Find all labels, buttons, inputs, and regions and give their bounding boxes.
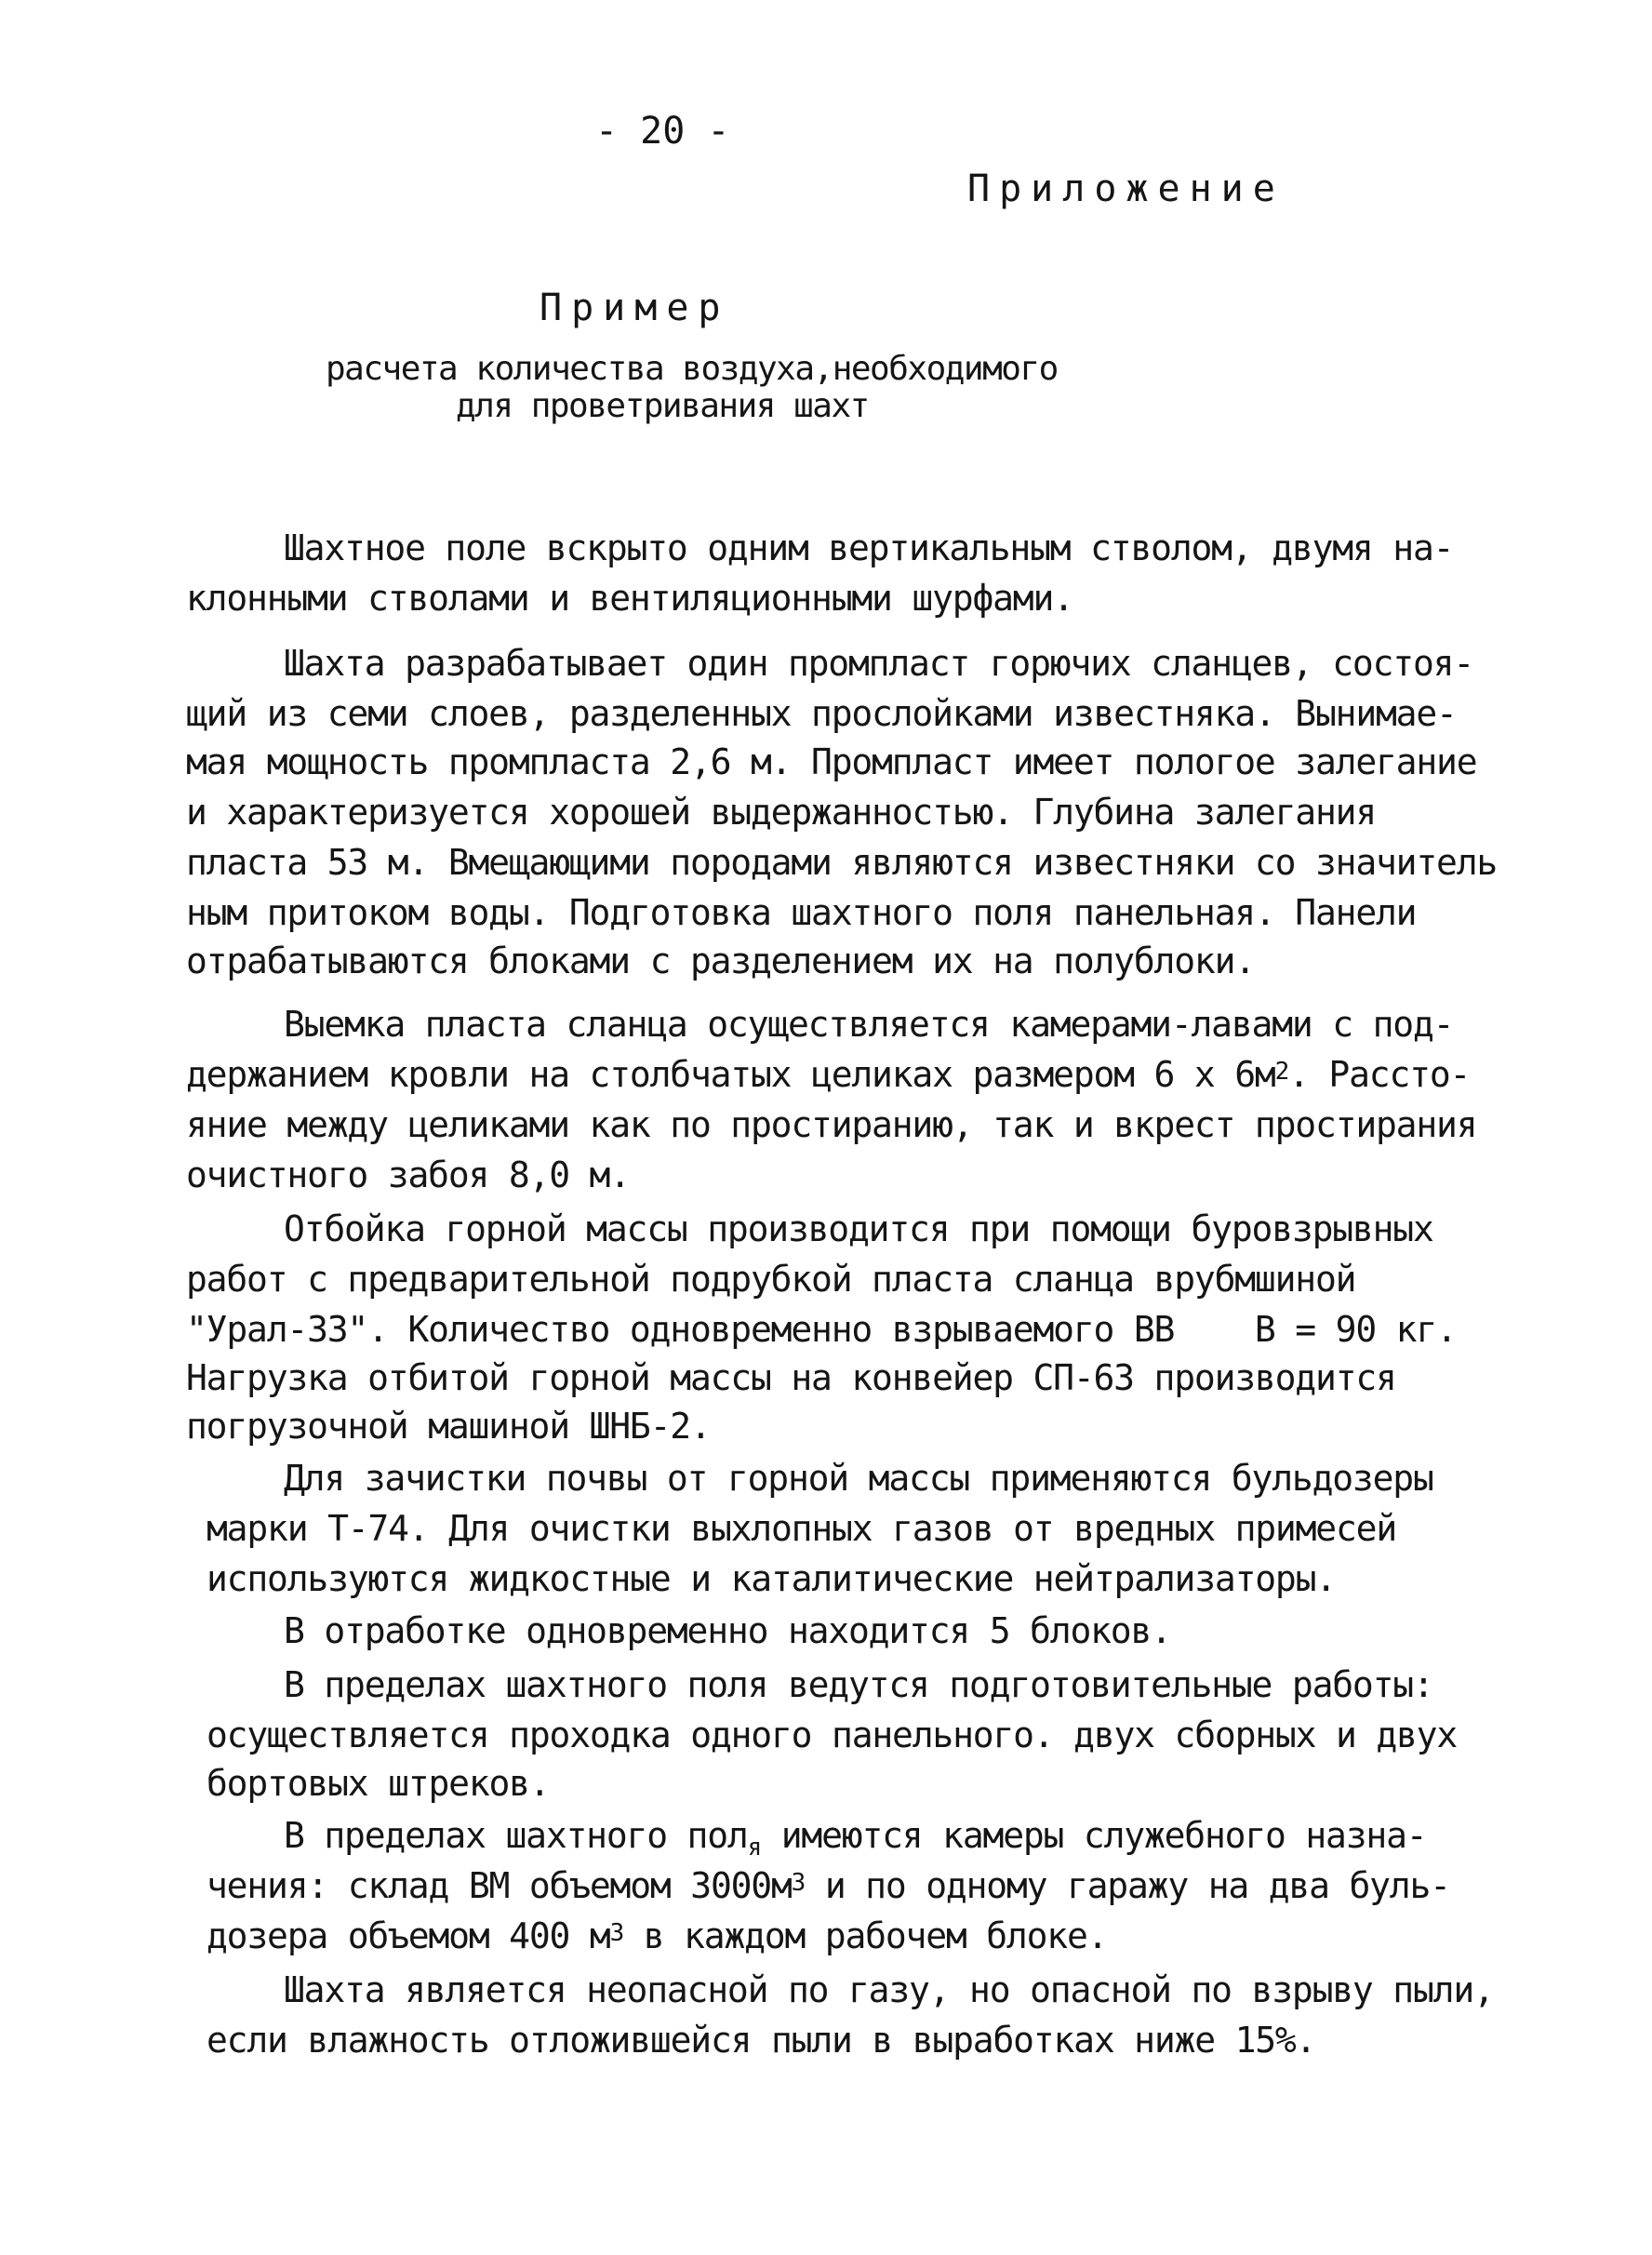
text-line: ным притоком воды. Подготовка шахтного поля панельная. Панели	[186, 892, 1417, 933]
text-line: В отработке одновременно находится 5 блоков.	[284, 1610, 1171, 1651]
text-line: Шахта является неопасной по газу, но опасной по взрыву пыли,	[284, 1969, 1494, 2010]
text-line: "Урал-33". Количество одновременно взрываемого ВВ В = 90 кг.	[186, 1309, 1457, 1350]
text-line: чения: склад ВМ объемом $3000м^3$ и по одному гаражу на два буль-	[206, 1865, 1450, 1906]
text-line: если влажность отложившейся пыли в выработках ниже 15%.	[206, 2020, 1316, 2061]
text-line: В пределах шахтного пол$_я$ имеются камеры служебного назна-	[284, 1815, 1427, 1861]
text-line: Выемка пласта сланца осуществляется камерами-лавами с под-	[284, 1004, 1454, 1045]
text-line: работ с предварительной подрубкой пласта сланца врубмшиной	[186, 1259, 1356, 1300]
text-line: используются жидкостные и каталитические нейтрализаторы.	[206, 1558, 1336, 1599]
text-line: марки Т-74. Для очистки выхлопных газов от вредных примесей	[206, 1508, 1396, 1549]
text-line: бортовых штреков.	[206, 1763, 550, 1804]
text-line: Нагрузка отбитой горной массы на конвейер СП-63 производится	[186, 1357, 1396, 1398]
appendix-title: Приложение	[967, 167, 1285, 210]
text-line: очистного забоя 8,0 м.	[186, 1154, 630, 1195]
text-line: Отбойка горной массы производится при помощи буровзрывных	[284, 1208, 1433, 1249]
text-line: яние между целиками как по простиранию, так и вкрест простирания	[186, 1104, 1477, 1145]
text-line: Шахта разрабатывает один промпласт горючих сланцев, состоя-	[284, 643, 1473, 684]
subtitle-line-1: расчета количества воздуха,необходимого	[326, 350, 1058, 388]
text-line: пласта 53 м. Вмещающими породами являются известняки со значитель	[186, 842, 1498, 883]
text-line: и характеризуется хорошей выдержанностью. Глубина залегания	[186, 792, 1376, 833]
subtitle-line-2: для проветривания шахт	[456, 387, 869, 425]
text-line: Для зачистки почвы от горной массы применяются бульдозеры	[284, 1458, 1433, 1499]
text-line: осуществляется проходка одного панельного. двух сборных и двух	[206, 1715, 1458, 1755]
page-number: - 20 -	[595, 110, 730, 153]
example-heading: Пример	[540, 287, 730, 329]
text-line: В пределах шахтного поля ведутся подготовительные работы:	[284, 1664, 1433, 1705]
text-line: отрабатываются блоками с разделением их на полублоки.	[186, 941, 1255, 981]
text-line: мая мощность промпласта 2,6 м. Промпласт имеет пологое залегание	[186, 741, 1477, 782]
text-line: держанием кровли на столбчатых целиках размером 6 х $6м^2$. Рассто-	[186, 1054, 1471, 1095]
text-line: клонными стволами и вентиляционными шурфами.	[186, 578, 1073, 619]
text-line: погрузочной машиной ШНБ-2.	[186, 1406, 711, 1447]
text-line: Шахтное поле вскрыто одним вертикальным стволом, двумя на-	[284, 527, 1454, 568]
text-line: дозера объемом 400 $м^3$ в каждом рабочем блоке.	[206, 1915, 1108, 1956]
text-line: щий из семи слоев, разделенных прослойками известняка. Вынимае-	[186, 693, 1457, 734]
